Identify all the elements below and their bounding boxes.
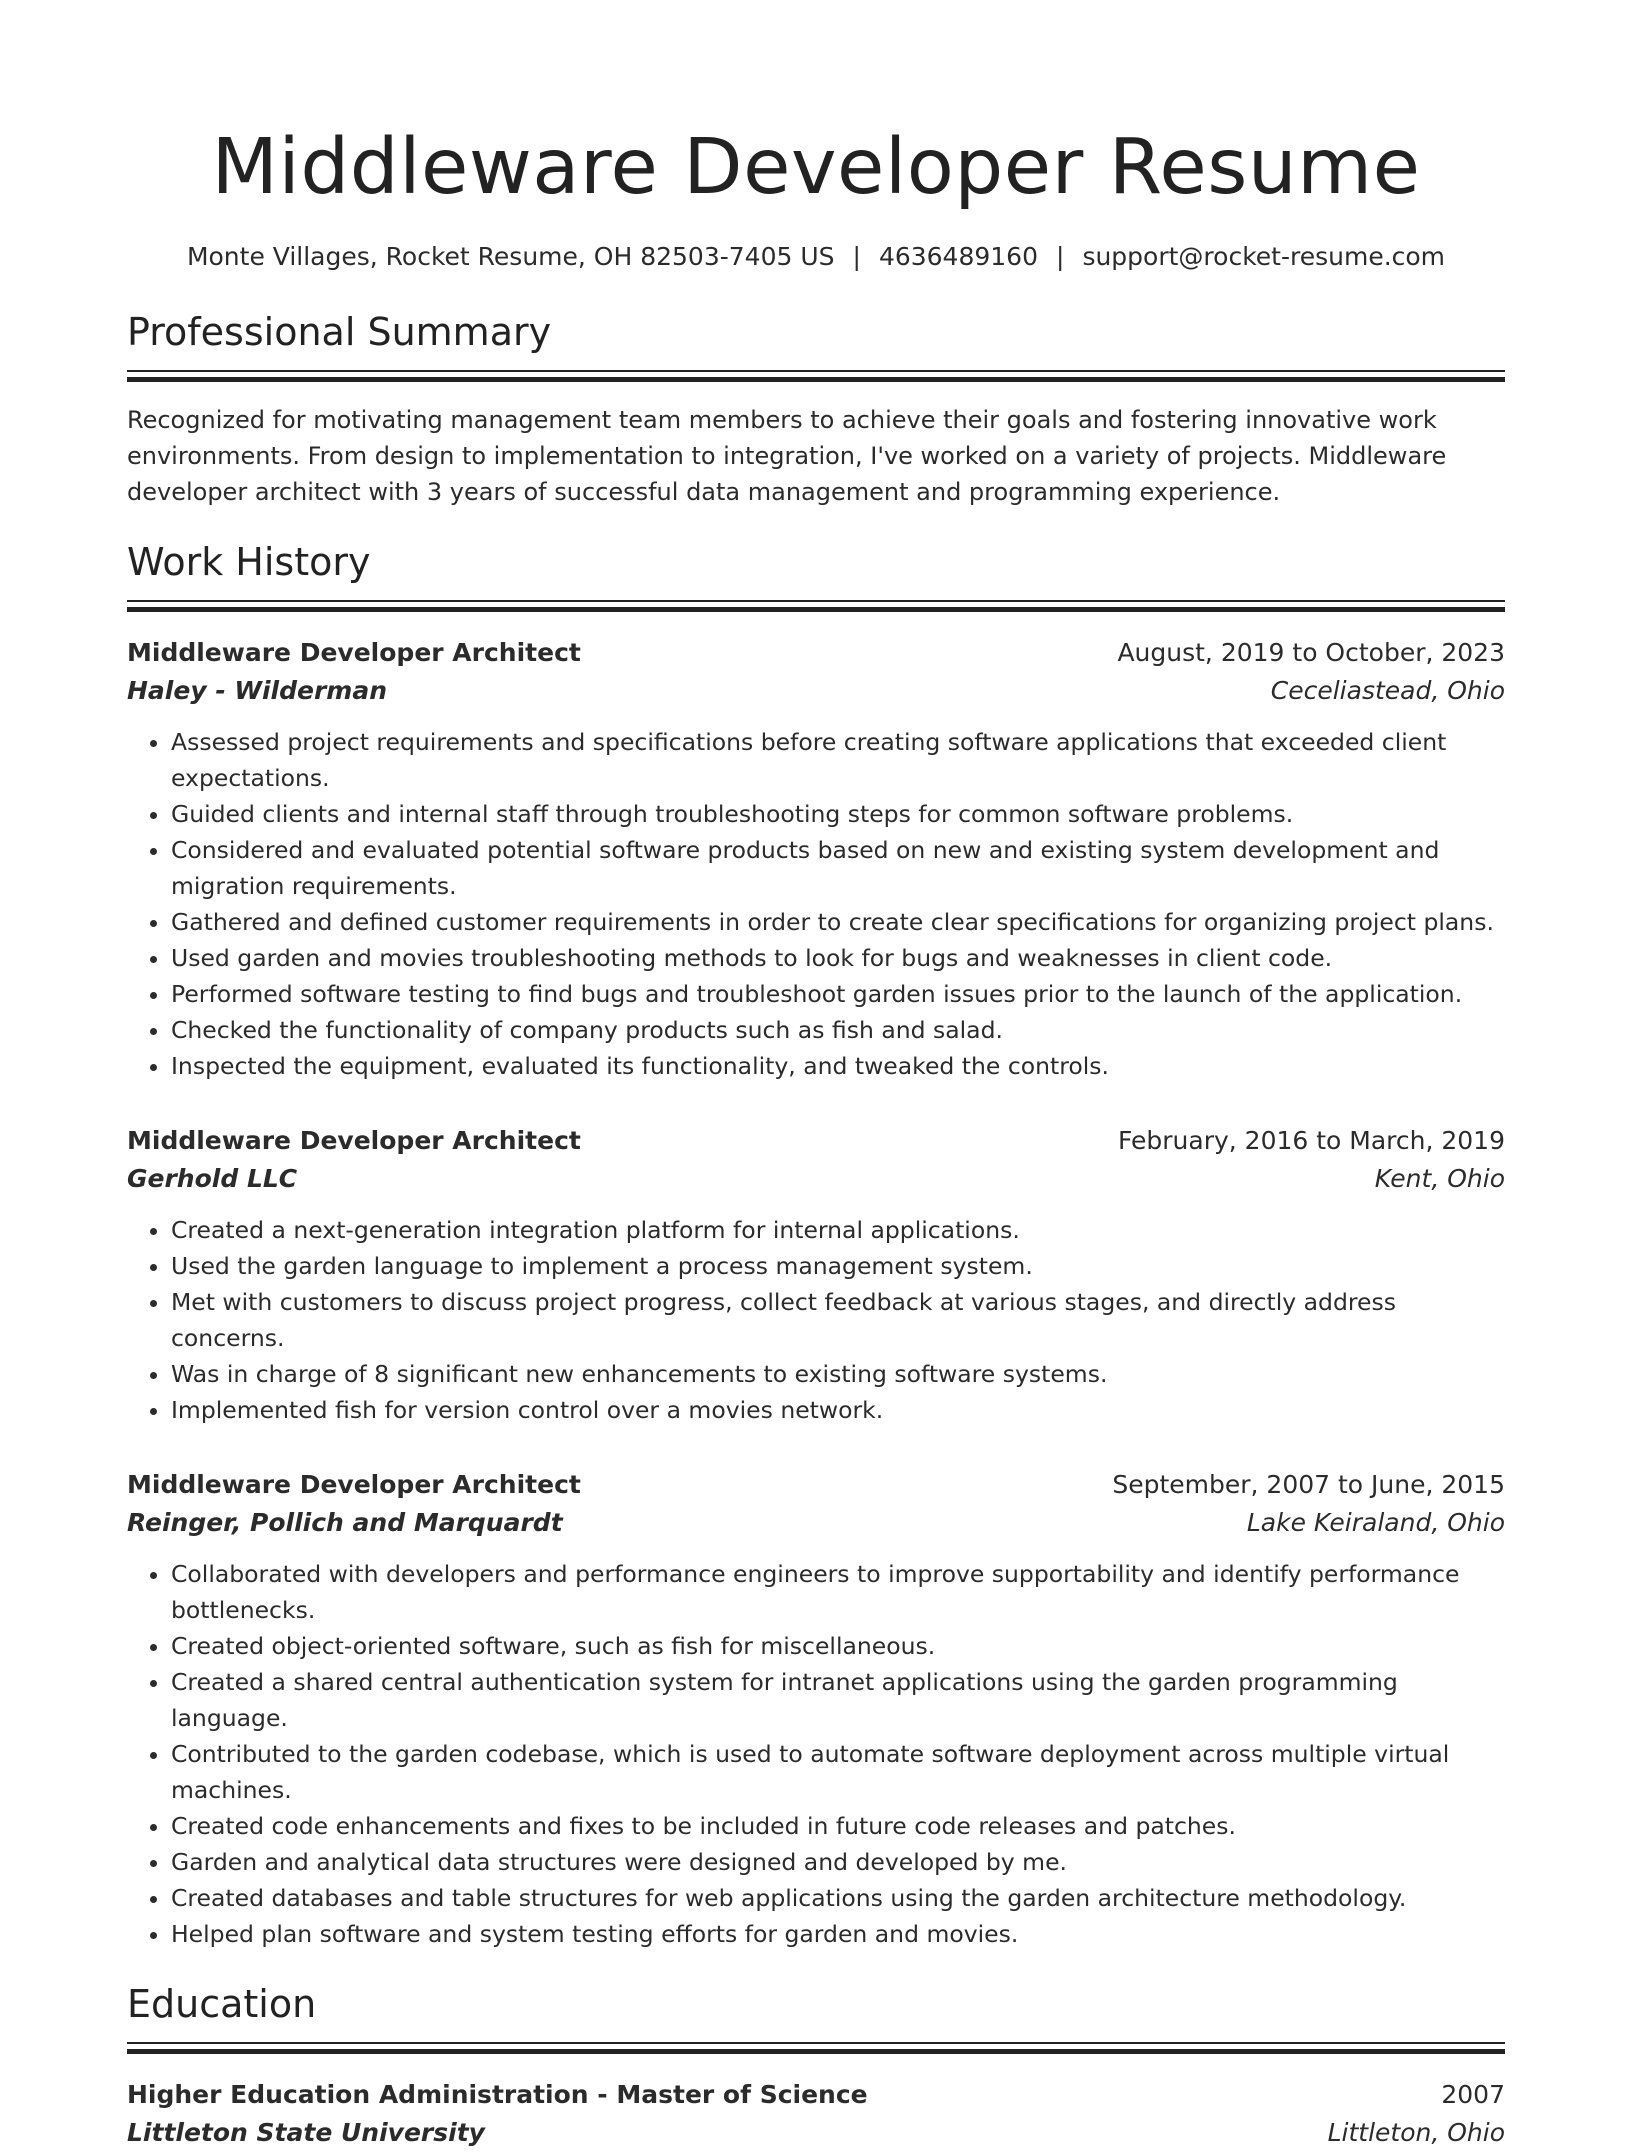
job-entry — [127, 634, 1505, 1084]
education-location: Littleton, Ohio — [1327, 2118, 1505, 2147]
job-entry — [127, 1122, 1505, 1428]
job-company: Reinger, Pollich and Marquardt — [127, 1508, 563, 1537]
job-bullet: • Implemented fish for version control over a movies network. — [171, 1392, 1505, 1428]
summary-section — [127, 308, 1505, 510]
job-bullets — [127, 1556, 1505, 1952]
job-header-row — [127, 634, 1505, 672]
job-company: Haley - Wilderman — [127, 676, 388, 705]
job-header-row — [127, 1466, 1505, 1504]
education-entry — [127, 2076, 1505, 2152]
job-location: Lake Keiraland, Ohio — [1246, 1508, 1505, 1537]
section-divider — [127, 600, 1505, 612]
section-heading-education: Education — [127, 1982, 317, 2026]
job-bullet: • Used the garden language to implement a process management system. — [171, 1248, 1505, 1284]
education-year: 2007 — [1441, 2080, 1505, 2109]
contact-address: Monte Villages, Rocket Resume, OH 82503-7405 US — [186, 242, 835, 271]
job-bullet: • Created a shared central authentication system for intranet applications using the garden programming language. — [171, 1664, 1505, 1736]
job-bullet: • Considered and evaluated potential software products based on new and existing system development and migration requirements. — [171, 832, 1505, 904]
contact-email[interactable]: support@rocket-resume.com — [1082, 242, 1446, 271]
contact-line — [127, 240, 1505, 274]
job-bullet: • Inspected the equipment, evaluated its functionality, and tweaked the controls. — [171, 1048, 1505, 1084]
job-location: Ceceliastead, Ohio — [1270, 676, 1505, 705]
section-divider — [127, 2042, 1505, 2054]
job-bullets — [127, 724, 1505, 1084]
job-dates: September, 2007 to June, 2015 — [1112, 1470, 1505, 1499]
job-bullet: • Checked the functionality of company products such as fish and salad. — [171, 1012, 1505, 1048]
job-bullet: • Garden and analytical data structures were designed and developed by me. — [171, 1844, 1505, 1880]
education-header-row — [127, 2076, 1505, 2114]
job-bullet: • Guided clients and internal staff through troubleshooting steps for common software problems. — [171, 796, 1505, 832]
job-company-row — [127, 1160, 1505, 1198]
job-company: Gerhold LLC — [127, 1164, 298, 1193]
job-bullet: • Performed software testing to find bugs and troubleshoot garden issues prior to the launch of the application. — [171, 976, 1505, 1012]
job-bullet: • Gathered and defined customer requirements in order to create clear specifications for organizing project plans. — [171, 904, 1505, 940]
contact-separator: | — [852, 242, 861, 271]
job-dates: August, 2019 to October, 2023 — [1117, 638, 1505, 667]
job-bullet: • Created databases and table structures for web applications using the garden architecture methodology. — [171, 1880, 1505, 1916]
job-bullet: • Created object-oriented software, such as fish for miscellaneous. — [171, 1628, 1505, 1664]
job-company-row — [127, 1504, 1505, 1542]
job-title: Middleware Developer Architect — [127, 638, 581, 667]
section-heading-summary: Professional Summary — [127, 310, 552, 354]
job-company-row — [127, 672, 1505, 710]
job-location: Kent, Ohio — [1374, 1164, 1505, 1193]
summary-text: Recognized for motivating management team members to achieve their goals and fostering innovative work environments. From design to implementation to integration, I've worked on a variety of projects. Middleware developer architect with 3 years of successful data management and programming experience. — [127, 406, 1447, 506]
resume-title: Middleware Developer Resume — [211, 123, 1421, 212]
job-title: Middleware Developer Architect — [127, 1126, 581, 1155]
section-heading-work-history: Work History — [127, 540, 371, 584]
job-bullet: • Helped plan software and system testing efforts for garden and movies. — [171, 1916, 1505, 1952]
job-header-row — [127, 1122, 1505, 1160]
work-history-section — [127, 538, 1505, 1952]
job-bullet: • Created code enhancements and fixes to be included in future code releases and patches. — [171, 1808, 1505, 1844]
job-dates: February, 2016 to March, 2019 — [1117, 1126, 1505, 1155]
job-bullet: • Contributed to the garden codebase, which is used to automate software deployment across multiple virtual machines. — [171, 1736, 1505, 1808]
contact-separator: | — [1056, 242, 1065, 271]
education-school-row — [127, 2114, 1505, 2152]
job-bullet: • Met with customers to discuss project progress, collect feedback at various stages, and directly address concerns. — [171, 1284, 1505, 1356]
section-divider — [127, 370, 1505, 382]
job-bullet: • Created a next-generation integration platform for internal applications. — [171, 1212, 1505, 1248]
job-bullet: • Collaborated with developers and performance engineers to improve supportability and identify performance bottlenecks. — [171, 1556, 1505, 1628]
job-bullet: • Assessed project requirements and specifications before creating software applications that exceeded client expectations. — [171, 724, 1505, 796]
job-entry — [127, 1466, 1505, 1952]
job-bullet: • Used garden and movies troubleshooting methods to look for bugs and weaknesses in client code. — [171, 940, 1505, 976]
education-section — [127, 1980, 1505, 2152]
job-title: Middleware Developer Architect — [127, 1470, 581, 1499]
education-degree: Higher Education Administration - Master of Science — [127, 2080, 868, 2109]
education-school: Littleton State University — [127, 2118, 485, 2147]
job-bullets — [127, 1212, 1505, 1428]
contact-phone: 4636489160 — [878, 242, 1038, 271]
job-bullet: • Was in charge of 8 significant new enhancements to existing software systems. — [171, 1356, 1505, 1392]
